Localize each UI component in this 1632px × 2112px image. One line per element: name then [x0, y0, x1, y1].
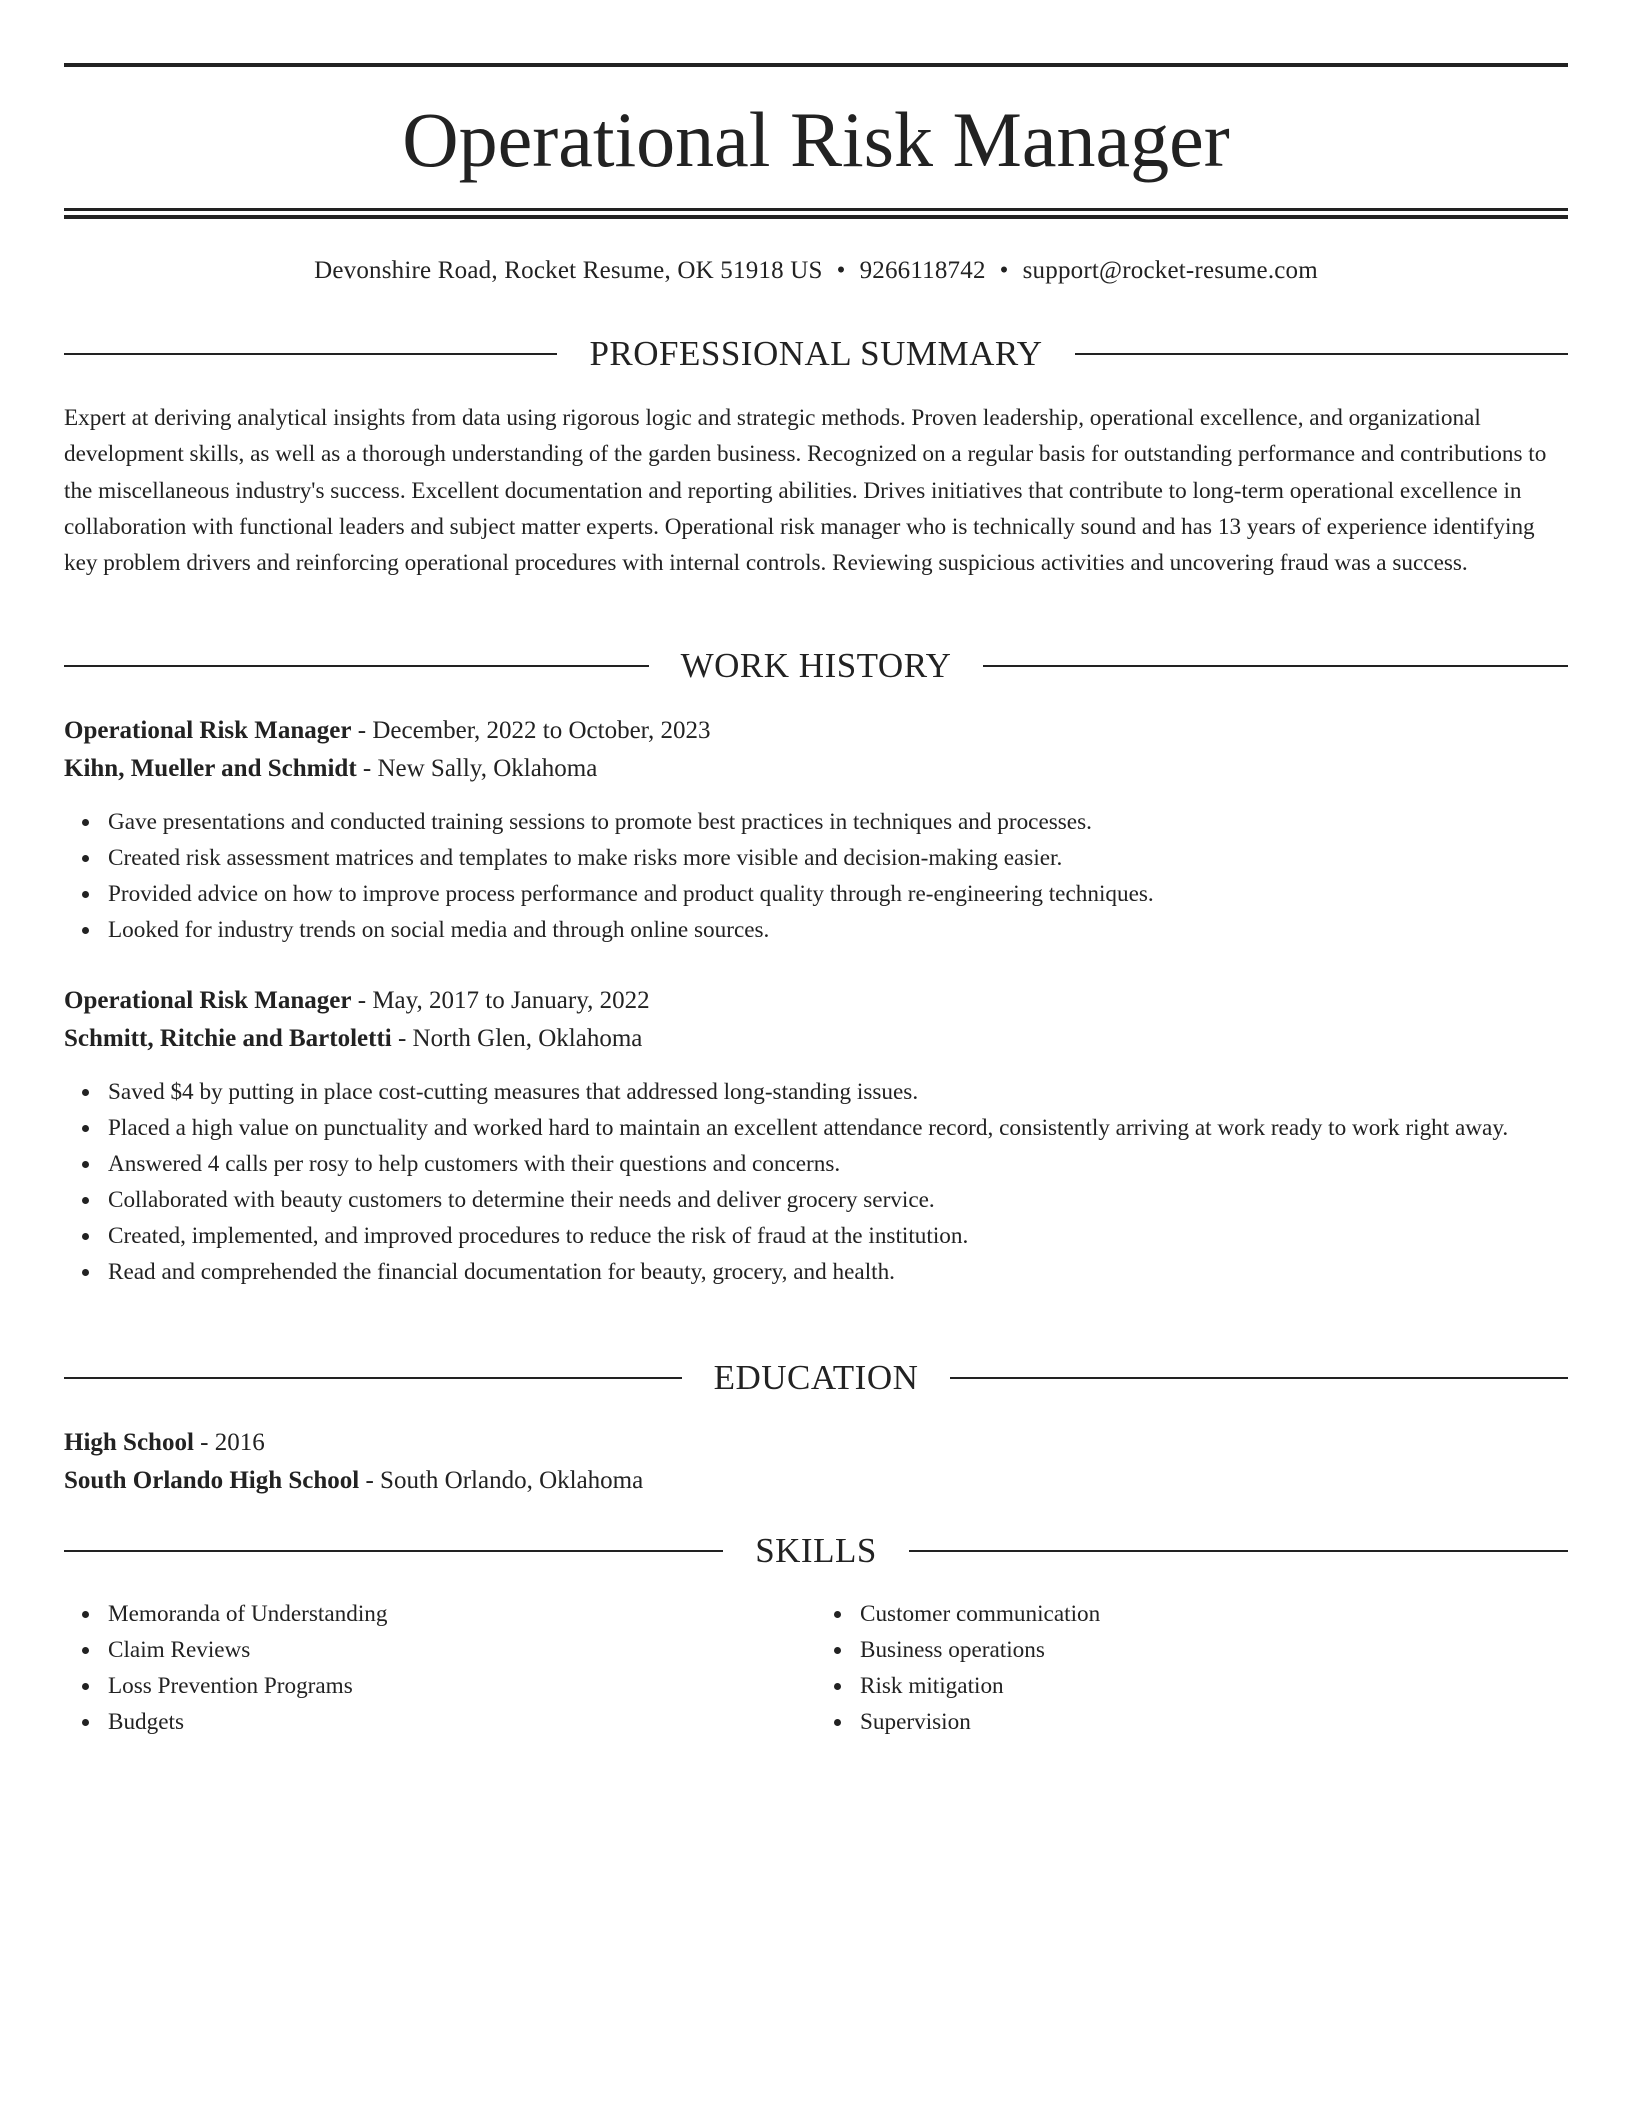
skill-item: Budgets — [108, 1704, 816, 1740]
job-company: Schmitt, Ritchie and Bartoletti — [64, 1025, 392, 1052]
education-entry — [64, 1424, 1568, 1500]
list-item: Created risk assessment matrices and templates to make risks more visible and decision-making easier. — [108, 840, 1568, 876]
job-title: Operational Risk Manager — [64, 987, 352, 1014]
title-rule-lower — [64, 215, 1568, 219]
divider-line — [1075, 353, 1568, 355]
skills-list-right — [816, 1596, 1568, 1740]
list-item: Collaborated with beauty customers to determine their needs and deliver grocery service. — [108, 1182, 1568, 1218]
list-item: Created, implemented, and improved procedures to reduce the risk of fraud at the institution. — [108, 1218, 1568, 1254]
section-header-education — [64, 1356, 1568, 1400]
list-item: Saved $4 by putting in place cost-cutting measures that addressed long-standing issues. — [108, 1074, 1568, 1110]
list-item: Answered 4 calls per rosy to help customers with their questions and concerns. — [108, 1146, 1568, 1182]
skill-item: Customer communication — [860, 1596, 1568, 1632]
list-item: Gave presentations and conducted training sessions to promote best practices in techniques and processes. — [108, 804, 1568, 840]
skill-item: Supervision — [860, 1704, 1568, 1740]
divider-line — [983, 665, 1568, 667]
job-company-line — [64, 1020, 1568, 1058]
education-location: - South Orlando, Oklahoma — [359, 1467, 644, 1494]
contact-line — [64, 254, 1568, 288]
divider-line — [64, 1550, 723, 1552]
top-rule — [64, 63, 1568, 67]
skill-item: Memoranda of Understanding — [108, 1596, 816, 1632]
summary-text: Expert at deriving analytical insights from data using rigorous logic and strategic methods. Proven leadership, operational excellence, and organizational development skills, as well as a thorough understanding of the garden business. Recognized on a regular basis for outstanding performance and contributions to the miscellaneous industry's success. Excellent documentation and reporting abilities. Drives initiatives that contribute to long-term operational excellence in collaboration with functional leaders and subject matter experts. Operational risk manager who is technically sound and has 13 years of experience identifying key problem drivers and reinforcing operational procedures with internal controls. Reviewing suspicious activities and uncovering fraud was a success. — [64, 405, 1547, 577]
job-company: Kihn, Mueller and Schmidt — [64, 755, 357, 782]
job-title-line — [64, 982, 1568, 1020]
divider-line — [64, 353, 557, 355]
skills-columns — [64, 1596, 1568, 1740]
job-dates: - May, 2017 to January, 2022 — [351, 987, 650, 1014]
divider-line — [64, 1377, 682, 1379]
skill-item: Loss Prevention Programs — [108, 1668, 816, 1704]
title-rule-upper — [64, 208, 1568, 211]
section-title-work: WORK HISTORY — [680, 646, 952, 685]
job-bullets — [64, 804, 1568, 948]
section-title-skills: SKILLS — [755, 1531, 877, 1570]
job-entry — [64, 982, 1568, 1290]
section-title-summary: PROFESSIONAL SUMMARY — [589, 334, 1043, 373]
job-dates: - December, 2022 to October, 2023 — [351, 717, 711, 744]
education-school: South Orlando High School — [64, 1467, 360, 1494]
list-item: Read and comprehended the financial documentation for beauty, grocery, and health. — [108, 1254, 1568, 1290]
section-header-summary — [64, 332, 1568, 376]
divider-line — [64, 665, 649, 667]
job-location: - North Glen, Oklahoma — [391, 1025, 643, 1052]
job-title-line — [64, 712, 1568, 750]
contact-phone: 9266118742 — [859, 257, 986, 284]
contact-address: Devonshire Road, Rocket Resume, OK 51918 US — [314, 257, 823, 284]
section-header-skills — [64, 1529, 1568, 1573]
list-item: Looked for industry trends on social media and through online sources. — [108, 912, 1568, 948]
contact-separator: • — [836, 257, 846, 284]
section-title-education: EDUCATION — [713, 1358, 919, 1397]
contact-email: support@rocket-resume.com — [1022, 257, 1318, 284]
education-year: - 2016 — [193, 1429, 265, 1456]
resume-title: Operational Risk Manager — [402, 96, 1230, 183]
divider-line — [909, 1550, 1568, 1552]
job-entry — [64, 712, 1568, 948]
section-header-work — [64, 644, 1568, 688]
job-bullets — [64, 1074, 1568, 1290]
job-location: - New Sally, Oklahoma — [356, 755, 598, 782]
list-item: Provided advice on how to improve process performance and product quality through re-engineering techniques. — [108, 876, 1568, 912]
job-title: Operational Risk Manager — [64, 717, 352, 744]
skill-item: Business operations — [860, 1632, 1568, 1668]
skills-list-left — [64, 1596, 816, 1740]
list-item: Placed a high value on punctuality and worked hard to maintain an excellent attendance record, consistently arriving at work ready to work right away. — [108, 1110, 1568, 1146]
job-company-line — [64, 750, 1568, 788]
education-school-line — [64, 1462, 1568, 1500]
divider-line — [950, 1377, 1568, 1379]
skill-item: Claim Reviews — [108, 1632, 816, 1668]
skill-item: Risk mitigation — [860, 1668, 1568, 1704]
education-degree: High School — [64, 1429, 194, 1456]
contact-separator: • — [999, 257, 1009, 284]
education-degree-line — [64, 1424, 1568, 1462]
